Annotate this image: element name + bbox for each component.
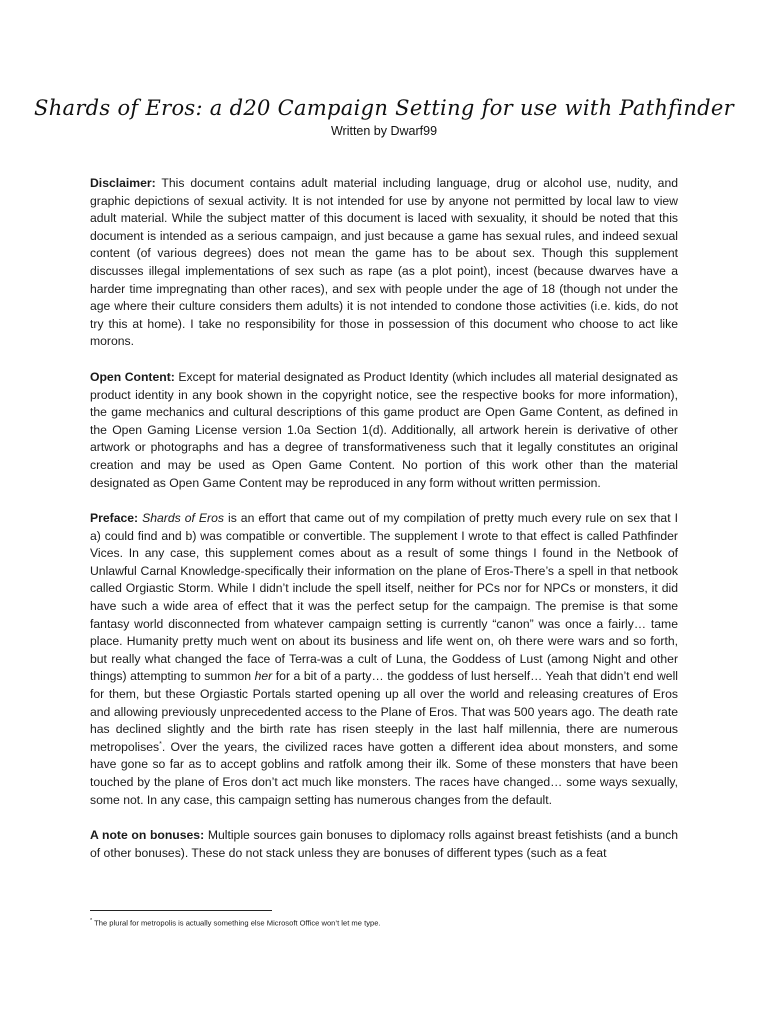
disclaimer-paragraph — [90, 175, 678, 351]
preface-text-1: is an effort that came out of my compilation of pretty much every rule on sex that I a) could find and b) was compatible or convertible. The supplement I wrote to that effect is called Pathfinder Vices. In any case, this supplement comes about as a result of some things I found in the Netbook of Unlawful Carnal Knowledge-specifically their information on the plane of Eros-There’s a spell in that netbook called Orgiastic Storm. While I didn’t include the spell itself, neither for PCs nor for NPCs or monsters, it did have such a wide area of effect that it was the perfect setup for the campaign. The premise is that some fantasy world disconnected from whatever campaign setting is currently “canon” was once a fairly… tame place. Humanity pretty much went on about its business and life went on, oh there were wars and so forth, but really what changed the face of Terra-was a cult of Luna, the Goddess of Lust (among Night and other things) attempting to summon — [90, 511, 678, 684]
footnote-text: The plural for metropolis is actually something else Microsoft Office won’t let me type. — [92, 918, 381, 928]
preface-label: Preface: — [90, 511, 139, 526]
open-content-label: Open Content: — [90, 369, 175, 384]
preface-book-title: Shards of Eros — [142, 511, 224, 526]
footnote — [90, 918, 690, 928]
bonuses-text: Multiple sources gain bonuses to diplomacy rolls against breast fetishists (and a bunch of other bonuses). These do not stack unless they are bonuses of different types (such as a feat — [90, 828, 678, 860]
preface-her: her — [254, 669, 273, 684]
author-byline: Written by Dwarf99 — [330, 124, 438, 138]
disclaimer-text: This document contains adult material including language, drug or alcohol use, nudity, and graphic depictions of sexual activity. It is not intended for use by anyone not permitted by local law to view adult material. While the subject matter of this document is laced with sexuality, it should be noted that this document is intended as a serious campaign, and just because a game has sexual rules, and indeed sexual content (of various degrees) does not mean the game has to be about sex. Though this supplement discusses illegal implementations of sex such as rape (as a plot point), incest (because dwarves have a harder time impregnating than other races), and sex with people under the age of 18 (though not under the age where their culture considers them adults) it is not intended to condone those activities (i.e. kids, do not try this at home). I take no responsibility for those in possession of this document who choose to act like morons. — [90, 176, 678, 349]
footnote-reference[interactable]: * — [159, 740, 162, 748]
document-title: Shards of Eros: a d20 Campaign Setting for use with Pathfinder — [34, 96, 734, 120]
disclaimer-label: Disclaimer: — [90, 176, 156, 190]
document-body — [90, 175, 678, 880]
open-content-paragraph — [90, 369, 678, 492]
bonuses-paragraph — [90, 827, 678, 862]
preface-text-3: . Over the years, the civilized races have gotten a different idea about monsters, and some have gone so far as to accept goblins and ratfolk among their ilk. Some of these monsters that have been touched by the plane of Eros don’t act much like monsters. The races have changed… some ways sexually, some not. In any case, this campaign setting has numerous changes from the default. — [90, 739, 678, 807]
preface-text-2: for a bit of a party… the goddess of lust herself… Yeah that didn’t end well for them, but these Orgiastic Portals started opening up all over the world and releasing creatures of Eros and allowing previously unprecedented access to the Plane of Eros. That was 500 years ago. The death rate has declined slightly and the birth rate has risen steeply in the last half millennia, there are numerous metropolises — [90, 669, 679, 754]
bonuses-label: A note on bonuses: — [90, 828, 205, 843]
footnote-marker: * — [90, 918, 93, 924]
open-content-text: Except for material designated as Product Identity (which includes all material designated as product identity in any book shown in the copyright notice, see the respective books for more information), the game mechanics and cultural descriptions of this game product are Open Game Content, as defined in the Open Gaming License version 1.0a Section 1(d). Additionally, all artwork herein is derivative of other artwork or photographs and has a degree of transformativeness such that it legally constitutes an original creation and may be used as Open Game Content. No portion of this work other than the material designated as Open Game Content may be reproduced in any form without written permission. — [90, 369, 678, 490]
footnote-divider — [90, 910, 272, 911]
preface-paragraph — [90, 510, 678, 809]
